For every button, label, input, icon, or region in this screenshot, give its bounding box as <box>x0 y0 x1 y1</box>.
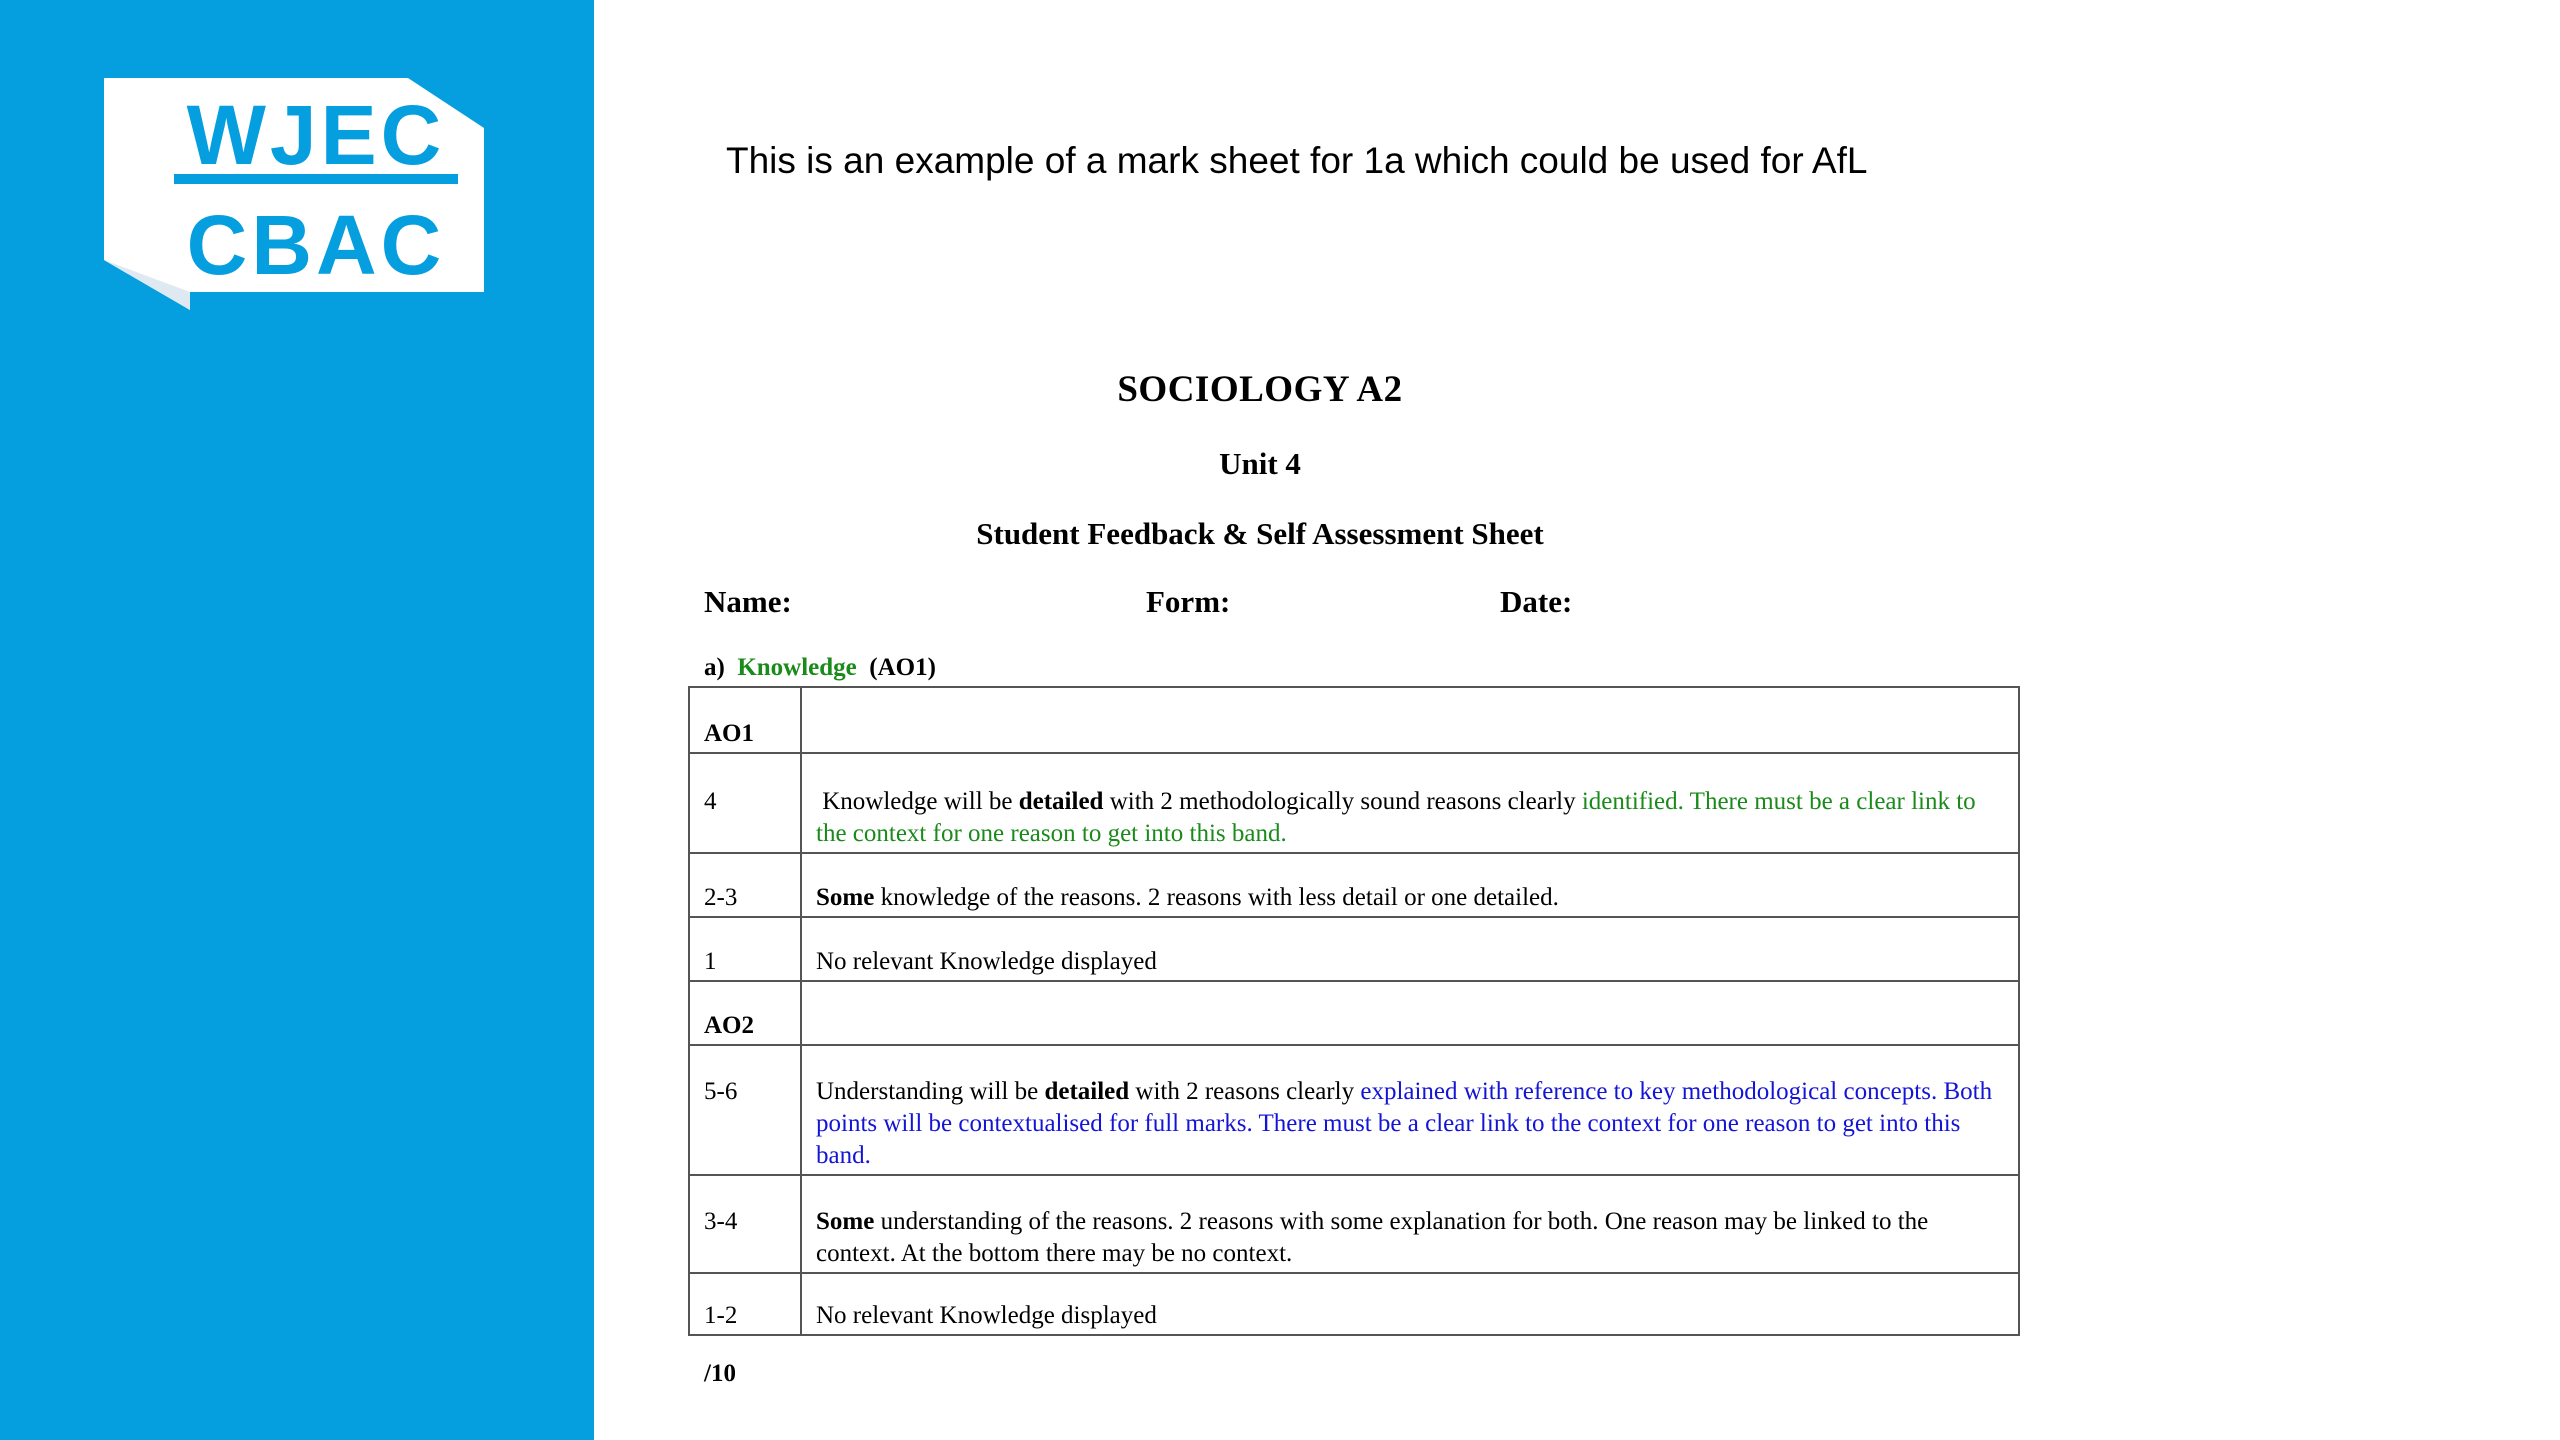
brand-sidebar <box>0 0 594 1440</box>
logo-line-1: WJEC <box>186 88 446 182</box>
band-descriptor <box>801 753 2019 853</box>
descriptor-text: knowledge of the reasons. 2 reasons with less detail or one detailed. <box>874 884 1559 911</box>
descriptor-highlight: identified. There must be a clear link to the context for one reason to get into this band. <box>816 788 1976 847</box>
sheet-subtitle: Student Feedback & Self Assessment Sheet <box>976 516 1544 551</box>
table-row <box>689 1045 2019 1175</box>
ao1-header-blank <box>801 687 2019 753</box>
descriptor-highlight: explained with reference to key methodological concepts. Both points will be contextualised for full marks. There must be a clear link to the context for one reason to get into this band. <box>816 1078 1993 1169</box>
total-marks: /10 <box>704 1360 736 1387</box>
descriptor-text: understanding of the reasons. 2 reasons with some explanation for both. One reason may be linked to the context. At the bottom there may be no context. <box>816 1208 1929 1267</box>
band-mark: 2-3 <box>689 853 801 917</box>
band-mark: 1 <box>689 917 801 981</box>
form-label: Form: <box>1146 584 1231 619</box>
table-row <box>689 753 2019 853</box>
band-descriptor <box>801 1175 2019 1273</box>
descriptor-text: with 2 reasons clearly <box>1129 1078 1361 1105</box>
band-mark: 4 <box>689 753 801 853</box>
band-mark: 1-2 <box>689 1273 801 1335</box>
ao1-label: AO1 <box>689 687 801 753</box>
logo-line-2: CBAC <box>186 198 446 292</box>
descriptor-text: Understanding will be <box>816 1078 1045 1105</box>
sheet-header <box>700 368 1820 551</box>
ao2-header-row <box>689 981 2019 1045</box>
intro-text: This is an example of a mark sheet for 1a which could be used for AfL <box>726 140 1868 181</box>
sheet-unit: Unit 4 <box>1219 446 1301 481</box>
table-row <box>689 917 2019 981</box>
descriptor-bold: Some <box>816 884 875 911</box>
section-code: (AO1) <box>869 654 936 681</box>
band-mark: 5-6 <box>689 1045 801 1175</box>
name-label: Name: <box>704 584 792 619</box>
section-prefix: a) <box>704 654 725 681</box>
band-descriptor: No relevant Knowledge displayed <box>801 1273 2019 1335</box>
section-heading <box>704 654 936 682</box>
section-topic: Knowledge <box>737 654 857 681</box>
descriptor-text: with 2 methodologically sound reasons clearly <box>1103 788 1582 815</box>
ao2-header-blank <box>801 981 2019 1045</box>
descriptor-bold: detailed <box>1044 1078 1130 1105</box>
descriptor-bold: Some <box>816 1208 875 1235</box>
ao2-label: AO2 <box>689 981 801 1045</box>
date-label: Date: <box>1500 584 1573 619</box>
wjec-cbac-logo <box>104 78 484 310</box>
descriptor-bold: detailed <box>1018 788 1104 815</box>
band-mark: 3-4 <box>689 1175 801 1273</box>
table-row <box>689 1273 2019 1335</box>
band-descriptor: No relevant Knowledge displayed <box>801 917 2019 981</box>
descriptor-text: Knowledge will be <box>822 788 1019 815</box>
table-row <box>689 853 2019 917</box>
ao1-header-row <box>689 687 2019 753</box>
sheet-title: SOCIOLOGY A2 <box>1117 369 1403 410</box>
table-row <box>689 1175 2019 1273</box>
mark-scheme-table <box>688 686 2020 1336</box>
band-descriptor <box>801 853 2019 917</box>
band-descriptor <box>801 1045 2019 1175</box>
